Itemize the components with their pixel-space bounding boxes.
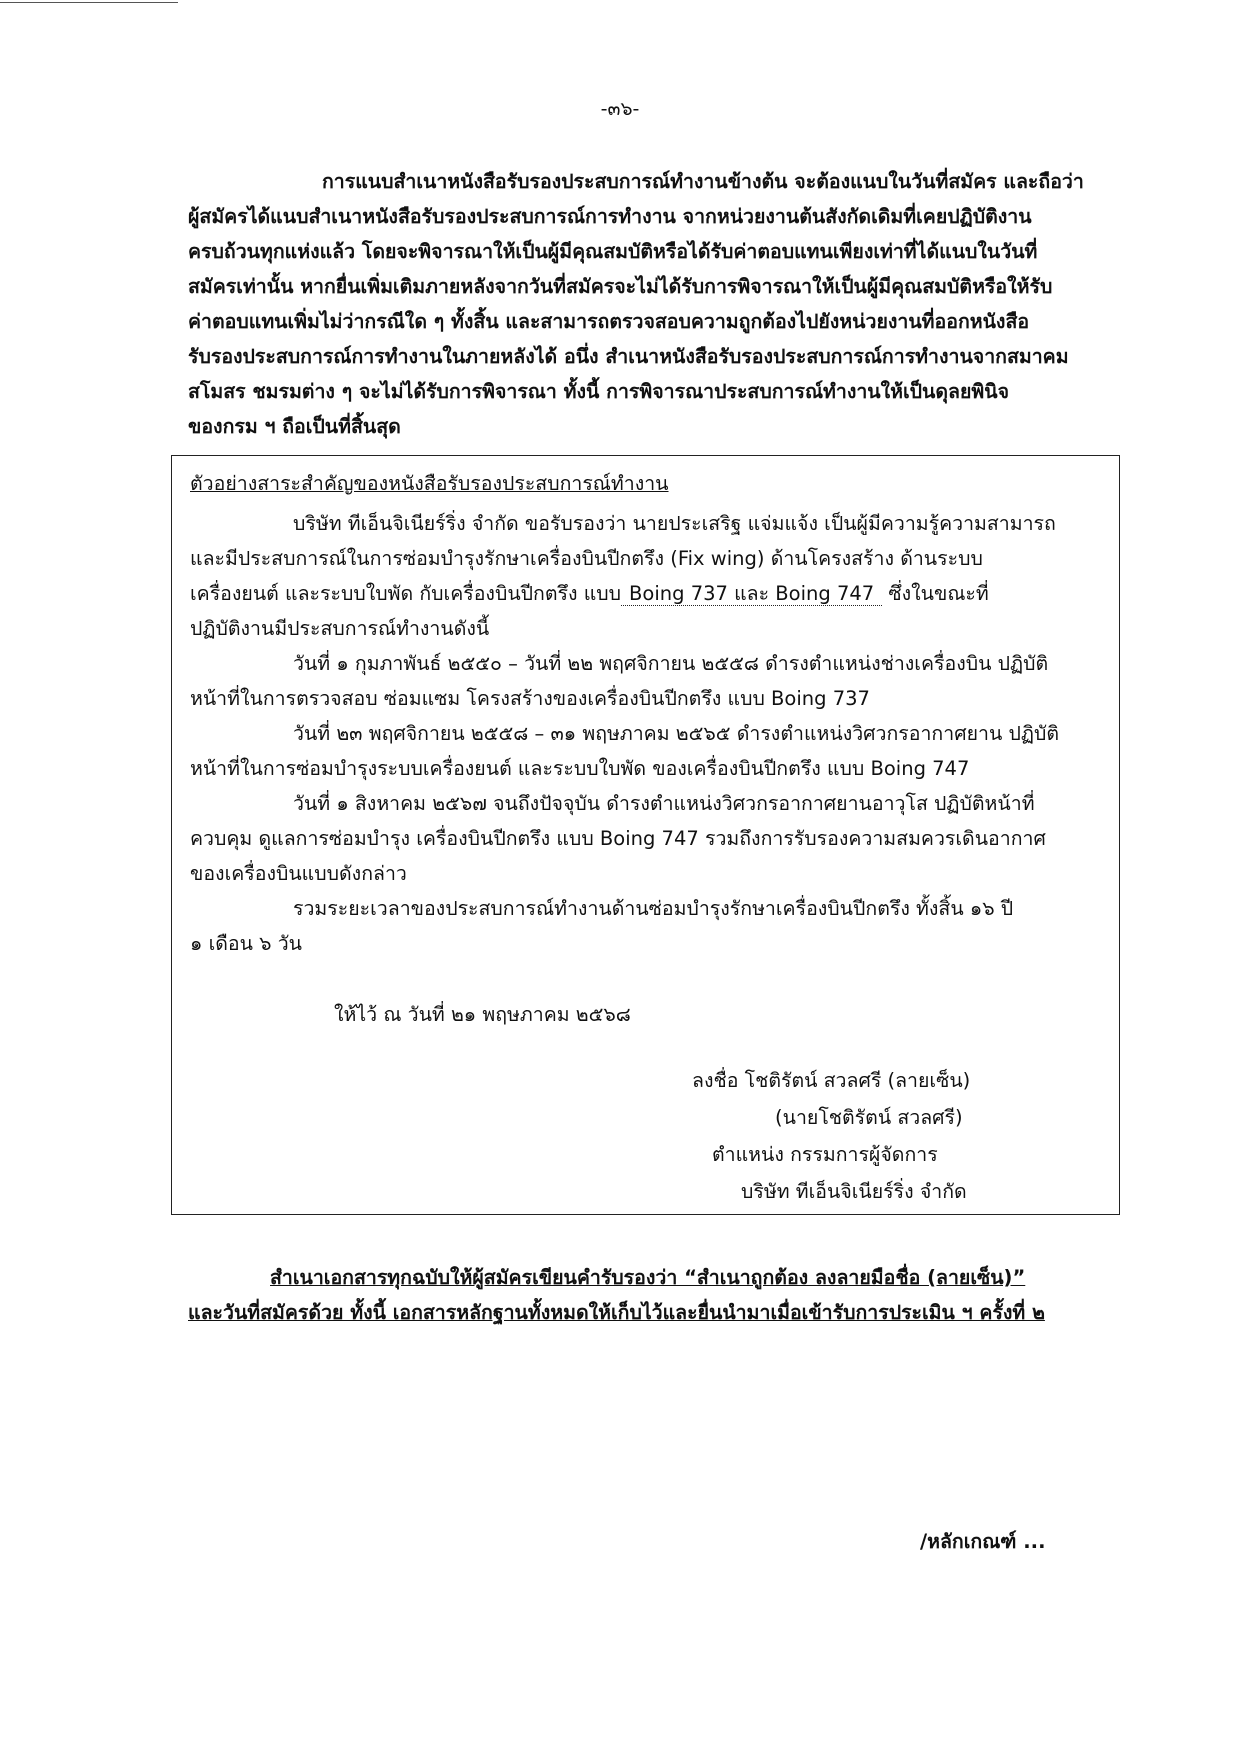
given-date: ให้ไว้ ณ วันที่ ๒๑ พฤษภาคม ๒๕๖๘ [334,1003,631,1026]
intro-line: รับรองประสบการณ์การทำงานในภายหลังได้ อนึ่ง สำเนาหนังสือรับรองประสบการณ์การทำงานจากสมาคม [188,345,1069,368]
continuation-text: /หลักเกณฑ์ ... [920,1530,1046,1553]
intro-line: ครบถ้วนทุกแห่งแล้ว โดยจะพิจารณาให้เป็นผู้มีคุณสมบัติหรือได้รับค่าตอบแทนเพียงเท่าที่ได้แนบในวันที่ [188,240,1038,263]
intro-line: สมัครเท่านั้น หากยื่นเพิ่มเติมภายหลังจากวันที่สมัครจะไม่ได้รับการพิจารณาให้เป็นผู้มีคุณสมบัติหรือให้รับ [188,275,1053,298]
intro-line: ค่าตอบแทนเพิ่มไม่ว่ากรณีใด ๆ ทั้งสิ้น และสามารถตรวจสอบความถูกต้องไปยังหน่วยงานที่ออกหนังสือ [188,310,1030,333]
example-box [171,455,1120,1215]
intro-line: ของกรม ฯ ถือเป็นที่สิ้นสุด [188,415,401,438]
example-line: ๑ เดือน ๖ วัน [190,932,303,955]
example-line: บริษัท ทีเอ็นจิเนียร์ริ่ง จำกัด ขอรับรองว่า นายประเสริฐ แจ่มแจ้ง เป็นผู้มีความรู้ความสามารถ [293,512,1056,535]
page-number: -๓๖- [600,98,640,120]
example-line: วันที่ ๑ กุมภาพันธ์ ๒๕๕๐ – วันที่ ๒๒ พฤศจิกายน ๒๕๕๘ ดำรงตำแหน่งช่างเครื่องบิน ปฏิบัติ [293,652,1049,675]
intro-line: ผู้สมัครได้แนบสำเนาหนังสือรับรองประสบการณ์การทำงาน จากหน่วยงานต้นสังกัดเดิมที่เคยปฏิบัติงาน [188,205,1032,228]
intro-paragraph [188,164,1124,444]
notice-line: และวันที่สมัครด้วย ทั้งนี้ เอกสารหลักฐานทั้งหมดให้เก็บไว้และยื่นนำมาเมื่อเข้ารับการประเมิน ฯ ครั้งที่ ๒ [188,1301,1045,1324]
signature-line: ลงชื่อ โชติรัตน์ สวลศรี (ลายเซ็น) [692,1069,971,1092]
example-line: วันที่ ๒๓ พฤศจิกายน ๒๕๕๘ – ๓๑ พฤษภาคม ๒๕๖๕ ดำรงตำแหน่งวิศวกรอากาศยาน ปฏิบัติ [293,722,1059,745]
example-line: หน้าที่ในการตรวจสอบ ซ่อมแซม โครงสร้างของเครื่องบินปีกตรึง แบบ Boing 737 [190,687,870,710]
aircraft-model-field: Boing 737 และ Boing 747 [621,582,882,606]
example-line: รวมระยะเวลาของประสบการณ์ทำงานด้านซ่อมบำรุงรักษาเครื่องบินปีกตรึง ทั้งสิ้น ๑๖ ปี [293,897,1014,920]
intro-line: สโมสร ชมรมต่าง ๆ จะไม่ได้รับการพิจารณา ทั้งนี้ การพิจารณาประสบการณ์ทำงานให้เป็นดุลยพินิจ [188,380,1010,403]
example-line: หน้าที่ในการซ่อมบำรุงระบบเครื่องยนต์ และระบบใบพัด ของเครื่องบินปีกตรึง แบบ Boing 747 [190,757,970,780]
example-line: ควบคุม ดูแลการซ่อมบำรุง เครื่องบินปีกตรึง แบบ Boing 747 รวมถึงการรับรองความสมควรเดินอากาศ [190,827,1046,850]
notice-line: สำเนาเอกสารทุกฉบับให้ผู้สมัครเขียนคำรับรองว่า “สำเนาถูกต้อง ลงลายมือชื่อ (ลายเซ็น)” [270,1266,1026,1289]
example-line: ปฏิบัติงานมีประสบการณ์ทำงานดังนี้ [190,617,490,640]
example-line: ของเครื่องบินแบบดังกล่าว [190,862,407,885]
signer-company: บริษัท ทีเอ็นจิเนียร์ริ่ง จำกัด [741,1180,967,1203]
signer-position: ตำแหน่ง กรรมการผู้จัดการ [712,1143,938,1166]
example-body [190,506,1110,961]
example-line: และมีประสบการณ์ในการซ่อมบำรุงรักษาเครื่องบินปีกตรึง (Fix wing) ด้านโครงสร้าง ด้านระบบ [190,547,983,570]
signer-name: (นายโชติรัตน์ สวลศรี) [775,1106,963,1129]
copy-notice [188,1260,1124,1330]
example-line-prefix: เครื่องยนต์ และระบบใบพัด กับเครื่องบินปีกตรึง แบบ [190,582,622,605]
example-line [190,576,1110,611]
example-line: วันที่ ๑ สิงหาคม ๒๕๖๗ จนถึงปัจจุบัน ดำรงตำแหน่งวิศวกรอากาศยานอาวุโส ปฏิบัติหน้าที่ [293,792,1035,815]
example-title: ตัวอย่างสาระสำคัญของหนังสือรับรองประสบการณ์ทำงาน [190,472,669,495]
example-line-suffix: ซึ่งในขณะที่ [888,582,989,605]
scan-edge-line [0,2,178,3]
intro-line: การแนบสำเนาหนังสือรับรองประสบการณ์ทำงานข้างต้น จะต้องแนบในวันที่สมัคร และถือว่า [322,170,1084,193]
